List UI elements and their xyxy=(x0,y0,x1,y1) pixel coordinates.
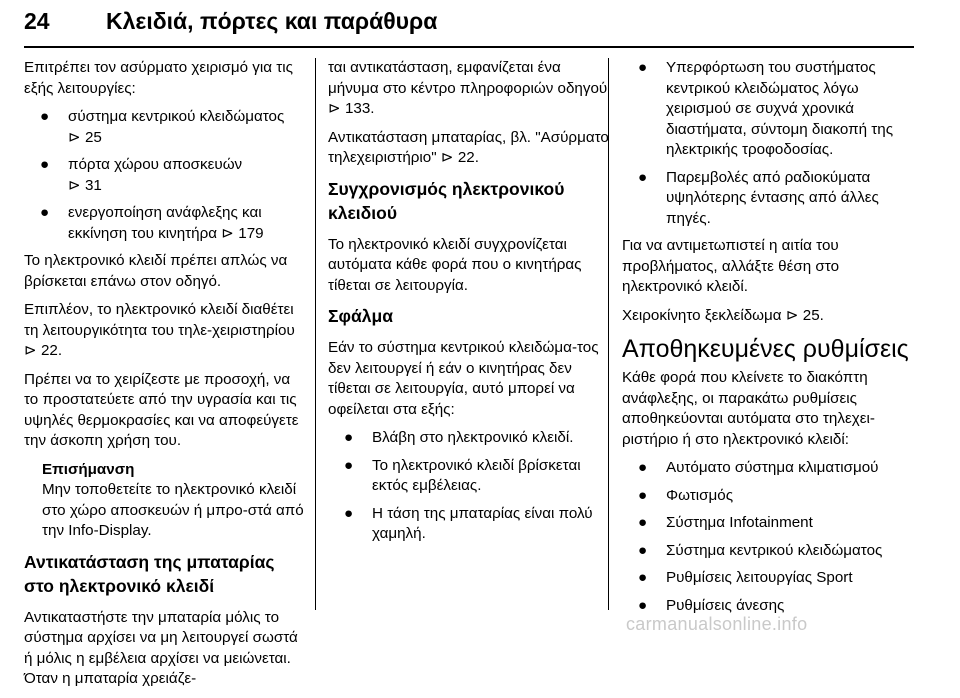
page-reference-arrow-icon: ⊳ xyxy=(440,149,454,166)
section-heading: Συγχρονισμός ηλεκτρονικού κλειδιού xyxy=(328,178,565,223)
body-paragraph: Το ηλεκτρονικό κλειδί συγχρονίζεται αυτόματα κάθε φορά που ο κινητήρας τίθεται σε λειτουργία. xyxy=(328,235,582,294)
page-header xyxy=(24,6,914,42)
list-item-text: πόρτα χώρου αποσκευών xyxy=(68,156,243,173)
bullet-dot-icon: ● xyxy=(638,486,648,504)
page-reference-number: 22. xyxy=(40,342,63,359)
page-title: Κλειδιά, πόρτες και παράθυρα xyxy=(106,8,438,34)
bullet-dot-icon: ● xyxy=(344,456,354,474)
bullet-dot-icon: ● xyxy=(344,429,354,446)
list-item xyxy=(24,155,307,196)
page-reference-number: 133. xyxy=(344,100,375,117)
list-item xyxy=(328,504,611,545)
intro-paragraph: Επιτρέπει τον ασύρματο χειρισμό για τις εξής λειτουργίες: xyxy=(24,59,293,97)
page-reference-arrow-icon: ⊳ xyxy=(68,176,81,194)
note-title: Επισήμανση xyxy=(42,460,135,478)
body-paragraph: Το ηλεκτρονικό κλειδί πρέπει απλώς να βρίσκεται επάνω στον οδηγό. xyxy=(24,252,288,290)
list-item xyxy=(622,458,915,479)
page-reference[interactable] xyxy=(221,225,263,242)
watermark: carmanualsonline.info xyxy=(626,614,808,634)
note-text: Μην τοποθετείτε το ηλεκτρονικό κλειδί στο χώρο αποσκευών ή μπρο-στά από την Info-Display. xyxy=(42,481,304,539)
column-1 xyxy=(24,58,307,698)
list-item xyxy=(622,58,915,161)
cause-list xyxy=(328,428,611,545)
list-item xyxy=(622,168,915,230)
bullet-dot-icon: ● xyxy=(638,541,648,559)
body-paragraph: Αντικαταστήστε την μπαταρία μόλις το σύστημα αρχίσει να μη λειτουργεί σωστά ή μόλις η εμβέλεια αρχίσει να μειώνεται. Όταν η μπαταρία χρειάζε- xyxy=(24,608,298,687)
body-paragraph: Εάν το σύστημα κεντρικού κλειδώμα-τος δεν λειτουργεί ή εάν ο κινητήρας δεν τίθεται σε λειτουργία, αυτό μπορεί να οφείλεται στα εξής: xyxy=(328,339,599,418)
column-3 xyxy=(622,58,915,623)
list-item-text: Αυτόματο σύστημα κλιματισμού xyxy=(666,459,879,476)
list-item-text: Παρεμβολές από ραδιοκύματα υψηλότερης έντασης από άλλες πηγές. xyxy=(666,168,879,227)
list-item-text: Η τάση της μπαταρίας είναι πολύ χαμηλή. xyxy=(372,504,593,542)
bullet-dot-icon: ● xyxy=(40,204,50,221)
page-reference-arrow-icon: ⊳ xyxy=(328,100,341,117)
page-reference-arrow-icon: ⊳ xyxy=(24,342,37,359)
bullet-dot-icon: ● xyxy=(40,108,50,125)
body-paragraph xyxy=(328,58,611,120)
body-paragraph xyxy=(622,306,915,327)
list-item xyxy=(622,486,915,507)
bullet-dot-icon: ● xyxy=(638,569,648,586)
list-item-text: Σύστημα κεντρικού κλειδώματος xyxy=(666,541,883,559)
body-paragraph: Κάθε φορά που κλείνετε το διακόπτη ανάφλεξης, οι παρακάτω ρυθμίσεις αποθηκεύονται αυτόματα στο τηλεχει-ριστήριο ή στο ηλεκτρονικό κλειδί: xyxy=(622,369,875,448)
column-divider xyxy=(315,58,316,610)
bullet-dot-icon: ● xyxy=(638,596,648,614)
body-paragraph: Πρέπει να το χειρίζεστε με προσοχή, να το προστατεύετε από την υγρασία και τις υψηλές θερμοκρασίες και να αποφεύγετε την άσκοπη χρήση του. xyxy=(24,370,299,449)
page-reference-number: 179 xyxy=(238,224,264,242)
page-reference[interactable] xyxy=(441,149,479,166)
header-rule xyxy=(24,46,914,48)
page-reference-arrow-icon: ⊳ xyxy=(221,224,235,242)
cause-list-continued xyxy=(622,58,915,229)
list-item xyxy=(24,203,307,244)
paragraph-text: Επιπλέον, το ηλεκτρονικό κλειδί διαθέτει τη λειτουργικότητα του τηλε-χειριστηρίου xyxy=(24,301,295,339)
list-item-text: σύστημα κεντρικού κλειδώματος xyxy=(68,108,285,125)
section-heading: Αντικατάσταση της μπαταρίας στο ηλεκτρονικό κλειδί xyxy=(24,551,275,596)
bullet-dot-icon: ● xyxy=(40,156,50,173)
list-item-text: Υπερφόρτωση του συστήματος κεντρικού κλειδώματος λόγω χειρισμού σε συχνά χρονικά διαστήματα, σύντομη διακοπή της ηλεκτρικής τροφοδοσίας. xyxy=(666,59,894,158)
list-item xyxy=(328,428,611,449)
bullet-dot-icon: ● xyxy=(344,504,354,522)
page-number: 24 xyxy=(24,8,50,34)
list-item xyxy=(24,107,307,148)
note-box xyxy=(24,460,307,542)
page-reference-number: 31 xyxy=(84,176,102,194)
list-item-text: Το ηλεκτρονικό κλειδί βρίσκεται εκτός εμβέλειας. xyxy=(372,456,581,494)
column-2 xyxy=(328,58,611,552)
section-heading: Σφάλμα xyxy=(328,306,393,326)
body-paragraph xyxy=(24,300,307,362)
list-item-text: Βλάβη στο ηλεκτρονικό κλειδί. xyxy=(372,429,574,446)
list-item xyxy=(622,541,915,562)
function-list xyxy=(24,107,307,244)
list-item-text: Ρυθμίσεις άνεσης xyxy=(666,596,785,614)
page-reference-arrow-icon: ⊳ xyxy=(68,128,81,146)
page-reference-arrow-icon: ⊳ xyxy=(785,306,799,324)
section-heading: Αποθηκευμένες ρυθμίσεις xyxy=(622,335,909,363)
list-item-text: Σύστημα Infotainment xyxy=(666,514,813,531)
page-reference[interactable] xyxy=(68,177,102,194)
list-item-text: Ρυθμίσεις λειτουργίας Sport xyxy=(666,569,853,586)
page-reference[interactable] xyxy=(786,307,824,324)
page-reference-number: 25 xyxy=(84,128,102,146)
list-item-text: Φωτισμός xyxy=(666,486,734,504)
bullet-dot-icon: ● xyxy=(638,514,648,531)
list-item xyxy=(622,568,915,589)
page-reference-number: 25. xyxy=(802,306,824,324)
body-paragraph: Για να αντιμετωπιστεί η αιτία του προβλήματος, αλλάξτε θέση στο ηλεκτρονικό κλειδί. xyxy=(622,237,840,295)
list-item xyxy=(328,456,611,497)
paragraph-text: Αντικατάσταση μπαταρίας, βλ. "Ασύρματο τηλεχειριστήριο" xyxy=(328,128,609,166)
paragraph-text: ται αντικατάσταση, εμφανίζεται ένα μήνυμα στο κέντρο πληροφοριών οδηγού xyxy=(328,59,608,97)
body-paragraph xyxy=(328,128,611,169)
page-reference[interactable] xyxy=(24,342,62,359)
bullet-dot-icon: ● xyxy=(638,59,648,76)
bullet-dot-icon: ● xyxy=(638,459,648,476)
paragraph-text: Χειροκίνητο ξεκλείδωμα xyxy=(622,306,782,324)
saved-settings-list xyxy=(622,458,915,616)
bullet-dot-icon: ● xyxy=(638,168,648,186)
list-item-text: ενεργοποίηση ανάφλεξης και εκκίνηση του κινητήρα xyxy=(68,204,262,242)
list-item xyxy=(622,596,915,617)
page-reference[interactable] xyxy=(328,100,375,117)
page-reference-number: 22. xyxy=(457,149,479,166)
page-reference[interactable] xyxy=(68,129,102,146)
list-item xyxy=(622,513,915,534)
